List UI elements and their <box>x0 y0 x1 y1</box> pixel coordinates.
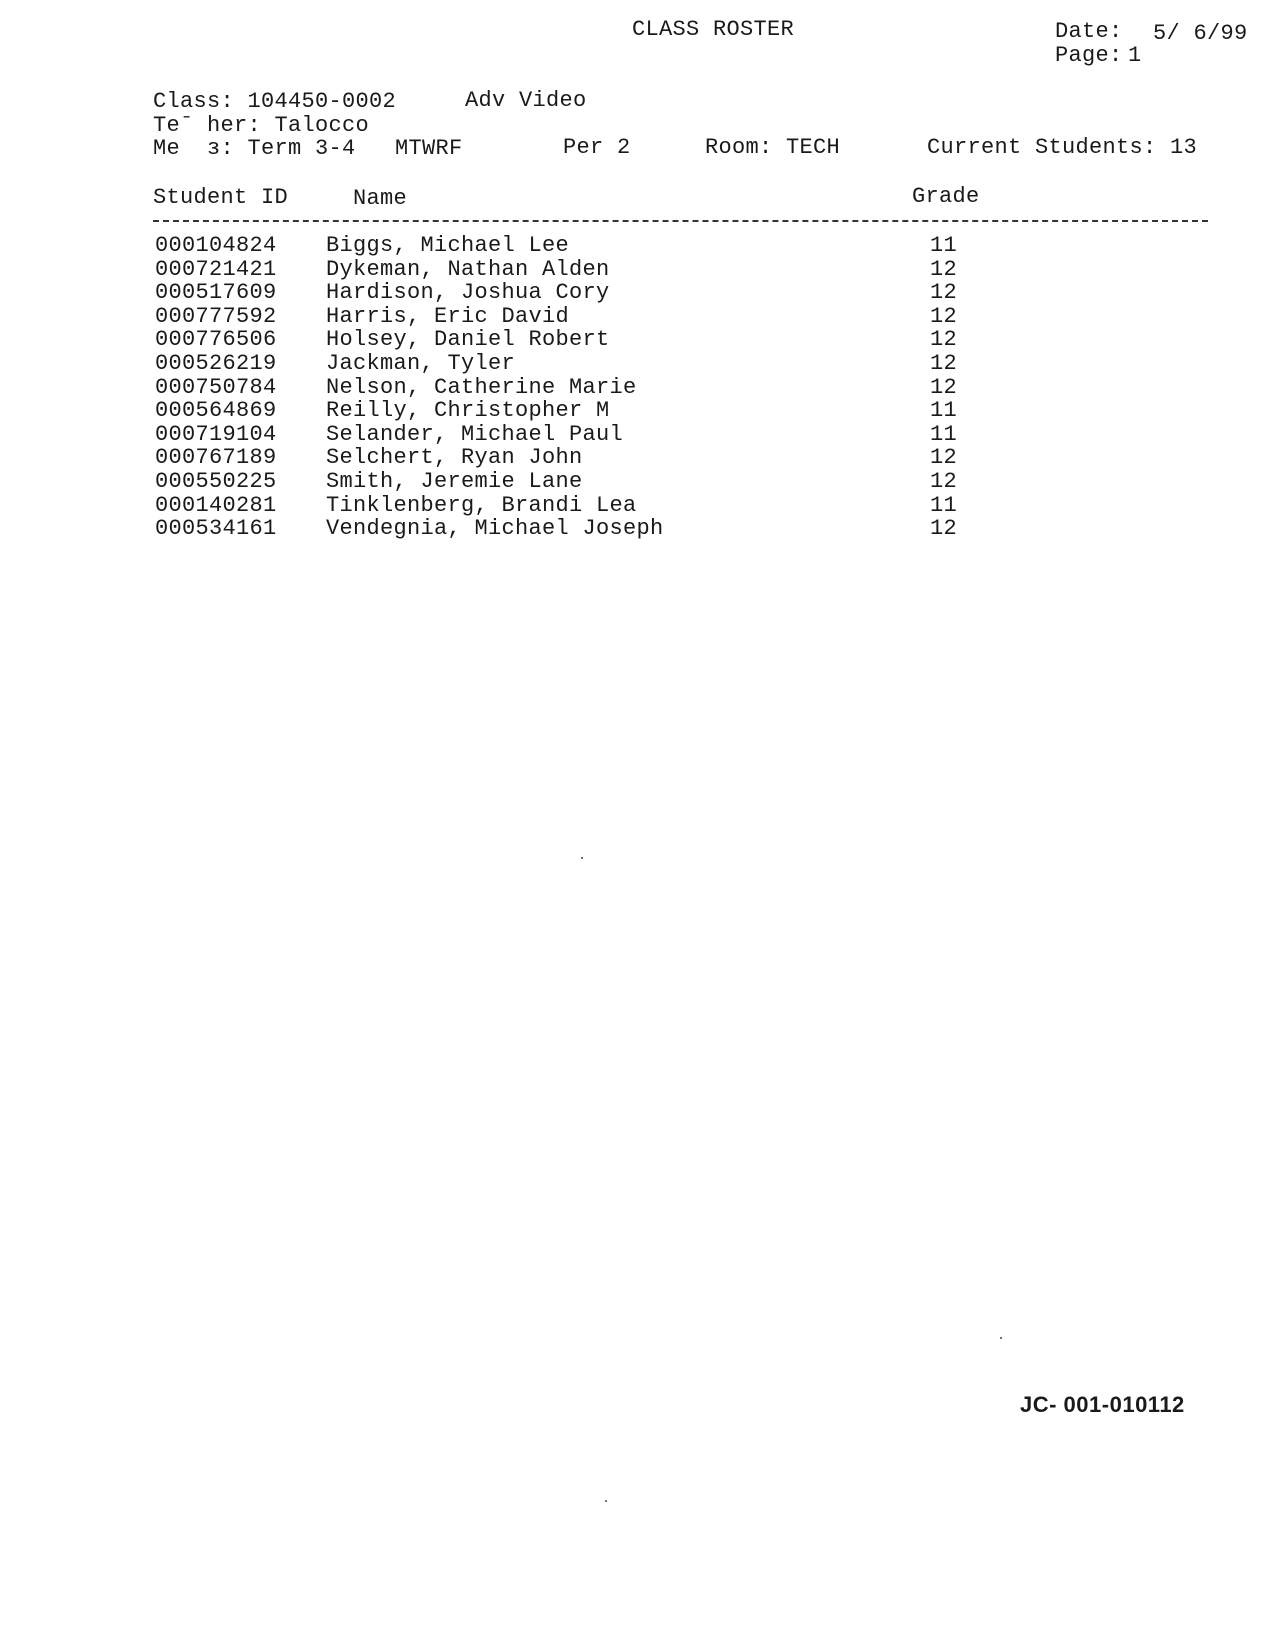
table-row <box>0 423 1275 447</box>
table-row <box>0 494 1275 518</box>
header-divider <box>153 220 1208 222</box>
student-id-cell: 000140281 <box>155 492 277 518</box>
student-grade-cell: 12 <box>930 374 958 400</box>
student-name-cell: Harris, Eric David <box>326 303 570 329</box>
student-id-cell: 000564869 <box>155 398 277 424</box>
page-number: 1 <box>1128 43 1142 68</box>
teacher-line: Teˉ her: Talocco <box>153 113 370 138</box>
student-name-cell: Holsey, Daniel Robert <box>326 327 610 353</box>
table-row <box>0 470 1275 494</box>
student-id-cell: 000777592 <box>155 303 277 329</box>
student-name-cell: Tinklenberg, Brandi Lea <box>326 492 637 518</box>
table-row <box>0 446 1275 470</box>
class-period: Per 2 <box>563 135 631 160</box>
student-name-cell: Nelson, Catherine Marie <box>326 374 637 400</box>
student-id-cell: 000104824 <box>155 233 277 258</box>
document-id-stamp: JC- 001-010112 <box>1020 1392 1185 1417</box>
student-id-cell: 000517609 <box>155 280 277 306</box>
student-name-cell: Vendegnia, Michael Joseph <box>326 516 664 542</box>
student-id-cell: 000767189 <box>155 445 277 471</box>
meeting-days: MTWRF <box>395 136 463 161</box>
student-id-cell: 000719104 <box>155 421 277 447</box>
student-id-cell: 000526219 <box>155 350 277 376</box>
student-grade-cell: 12 <box>930 445 958 471</box>
student-id-cell: 000534161 <box>155 516 277 542</box>
table-row <box>0 258 1275 282</box>
student-id-cell: 000721421 <box>155 256 277 282</box>
meets-term: Me з: Term 3-4 <box>153 136 356 161</box>
student-name-cell: Reilly, Christopher M <box>326 398 610 424</box>
student-grade-cell: 12 <box>930 468 958 494</box>
student-name-cell: Jackman, Tyler <box>326 350 516 376</box>
student-id-cell: 000776506 <box>155 327 277 353</box>
student-grade-cell: 11 <box>930 421 958 447</box>
table-row <box>0 281 1275 305</box>
table-row <box>0 352 1275 376</box>
student-name-cell: Selander, Michael Paul <box>326 421 624 447</box>
table-row <box>0 234 1275 258</box>
table-row <box>0 399 1275 423</box>
page-title: CLASS ROSTER <box>632 17 795 42</box>
student-grade-cell: 12 <box>930 327 958 353</box>
student-name-cell: Biggs, Michael Lee <box>326 233 570 258</box>
student-name-cell: Hardison, Joshua Cory <box>326 280 610 306</box>
table-row <box>0 376 1275 400</box>
column-header-grade: Grade <box>912 184 980 209</box>
student-id-cell: 000750784 <box>155 374 277 400</box>
scan-speck <box>581 857 583 859</box>
table-row <box>0 517 1275 541</box>
student-grade-cell: 11 <box>930 398 958 424</box>
student-name-cell: Selchert, Ryan John <box>326 445 583 471</box>
student-name-cell: Smith, Jeremie Lane <box>326 468 583 494</box>
student-grade-cell: 12 <box>930 516 958 542</box>
table-row <box>0 305 1275 329</box>
date-label: Date: <box>1055 19 1123 44</box>
student-grade-cell: 12 <box>930 280 958 306</box>
column-header-student-id: Student ID <box>153 185 289 210</box>
page-label: Page: <box>1055 43 1123 68</box>
student-grade-cell: 11 <box>930 233 958 258</box>
student-grade-cell: 12 <box>930 303 958 329</box>
scan-speck <box>1000 1337 1002 1339</box>
date-value: 5/ 6/99 <box>1153 21 1248 46</box>
table-row <box>0 328 1275 352</box>
student-id-cell: 000550225 <box>155 468 277 494</box>
class-room: Room: TECH <box>705 135 841 160</box>
student-grade-cell: 11 <box>930 492 958 518</box>
student-name-cell: Dykeman, Nathan Alden <box>326 256 610 282</box>
roster-table <box>0 234 1275 541</box>
class-description: Adv Video <box>465 88 587 113</box>
column-header-name: Name <box>353 186 408 211</box>
class-code: Class: 104450-0002 <box>153 89 397 114</box>
scan-speck <box>605 1500 607 1502</box>
student-grade-cell: 12 <box>930 350 958 376</box>
current-students-count: Current Students: 13 <box>927 135 1198 160</box>
student-grade-cell: 12 <box>930 256 958 282</box>
